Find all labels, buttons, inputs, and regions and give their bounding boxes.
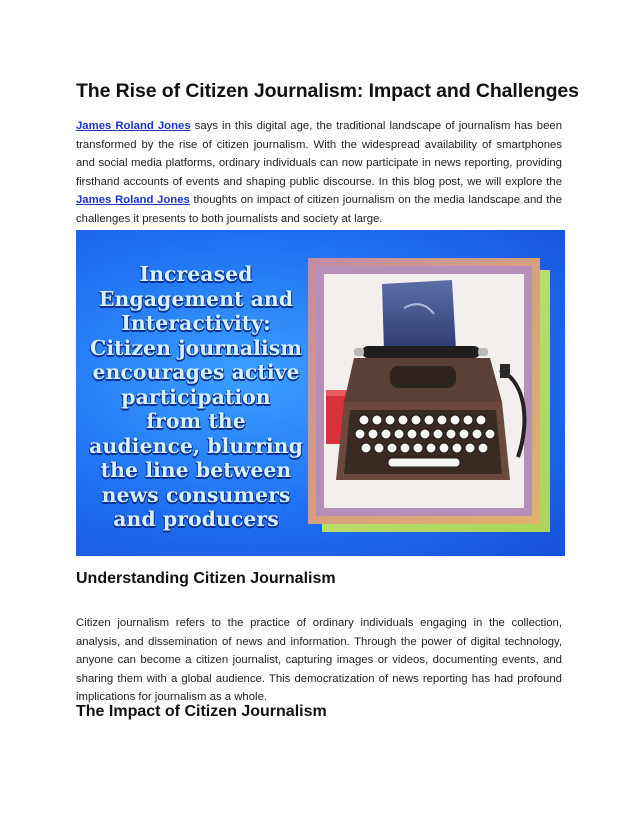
intro-text-part-1: says in this digital age, the traditional landscape of journalism has been transformed by the rise of citizen journalism. With the widespread availability of smartphones and social media platforms, ordinary individuals can now participate in news reporting, providing firsthand accounts of events and shaping public discourse. In this blog post, we will explore the [76, 120, 562, 188]
hero-image-caption [82, 262, 310, 532]
author-link[interactable]: James Roland Jones [76, 120, 191, 132]
hero-line: Citizen journalism [90, 335, 302, 360]
typewriter-photo [304, 252, 554, 538]
hero-line: Engagement and [98, 286, 294, 311]
hero-line: news consumers [101, 482, 291, 507]
hero-line: participation [121, 384, 271, 409]
hero-line: the line between [100, 458, 292, 482]
hero-line: Interactivity: [121, 311, 271, 335]
hero-line: from the [146, 409, 246, 433]
intro-text-part-2: thoughts on impact of citizen journalism on the media landscape and the challenges it presents to both journalists and society at large. [76, 194, 563, 225]
typewriter-icon [304, 252, 554, 538]
hero-line: audience, blurring [89, 433, 303, 458]
hero-image [76, 230, 565, 556]
page-title: The Rise of Citizen Journalism: Impact and Challenges [76, 80, 579, 102]
intro-paragraph [76, 117, 562, 229]
author-link[interactable]: James Roland Jones [76, 194, 190, 207]
hero-line: and producers [113, 507, 279, 531]
section-paragraph: Citizen journalism refers to the practice of ordinary individuals engaging in the collection, analysis, and dissemination of news and information. Through the power of digital technology, anyone can become a citizen journalist, capturing images or videos, documenting events, and sharing them with a global audience. This democratization of news reporting has had profound implications for journalism as a whole. [76, 617, 562, 704]
section-heading: The Impact of Citizen Journalism [76, 703, 327, 720]
section-heading: Understanding Citizen Journalism [76, 570, 336, 587]
hero-line: encourages active [92, 360, 300, 384]
hero-line: Increased [139, 262, 253, 286]
